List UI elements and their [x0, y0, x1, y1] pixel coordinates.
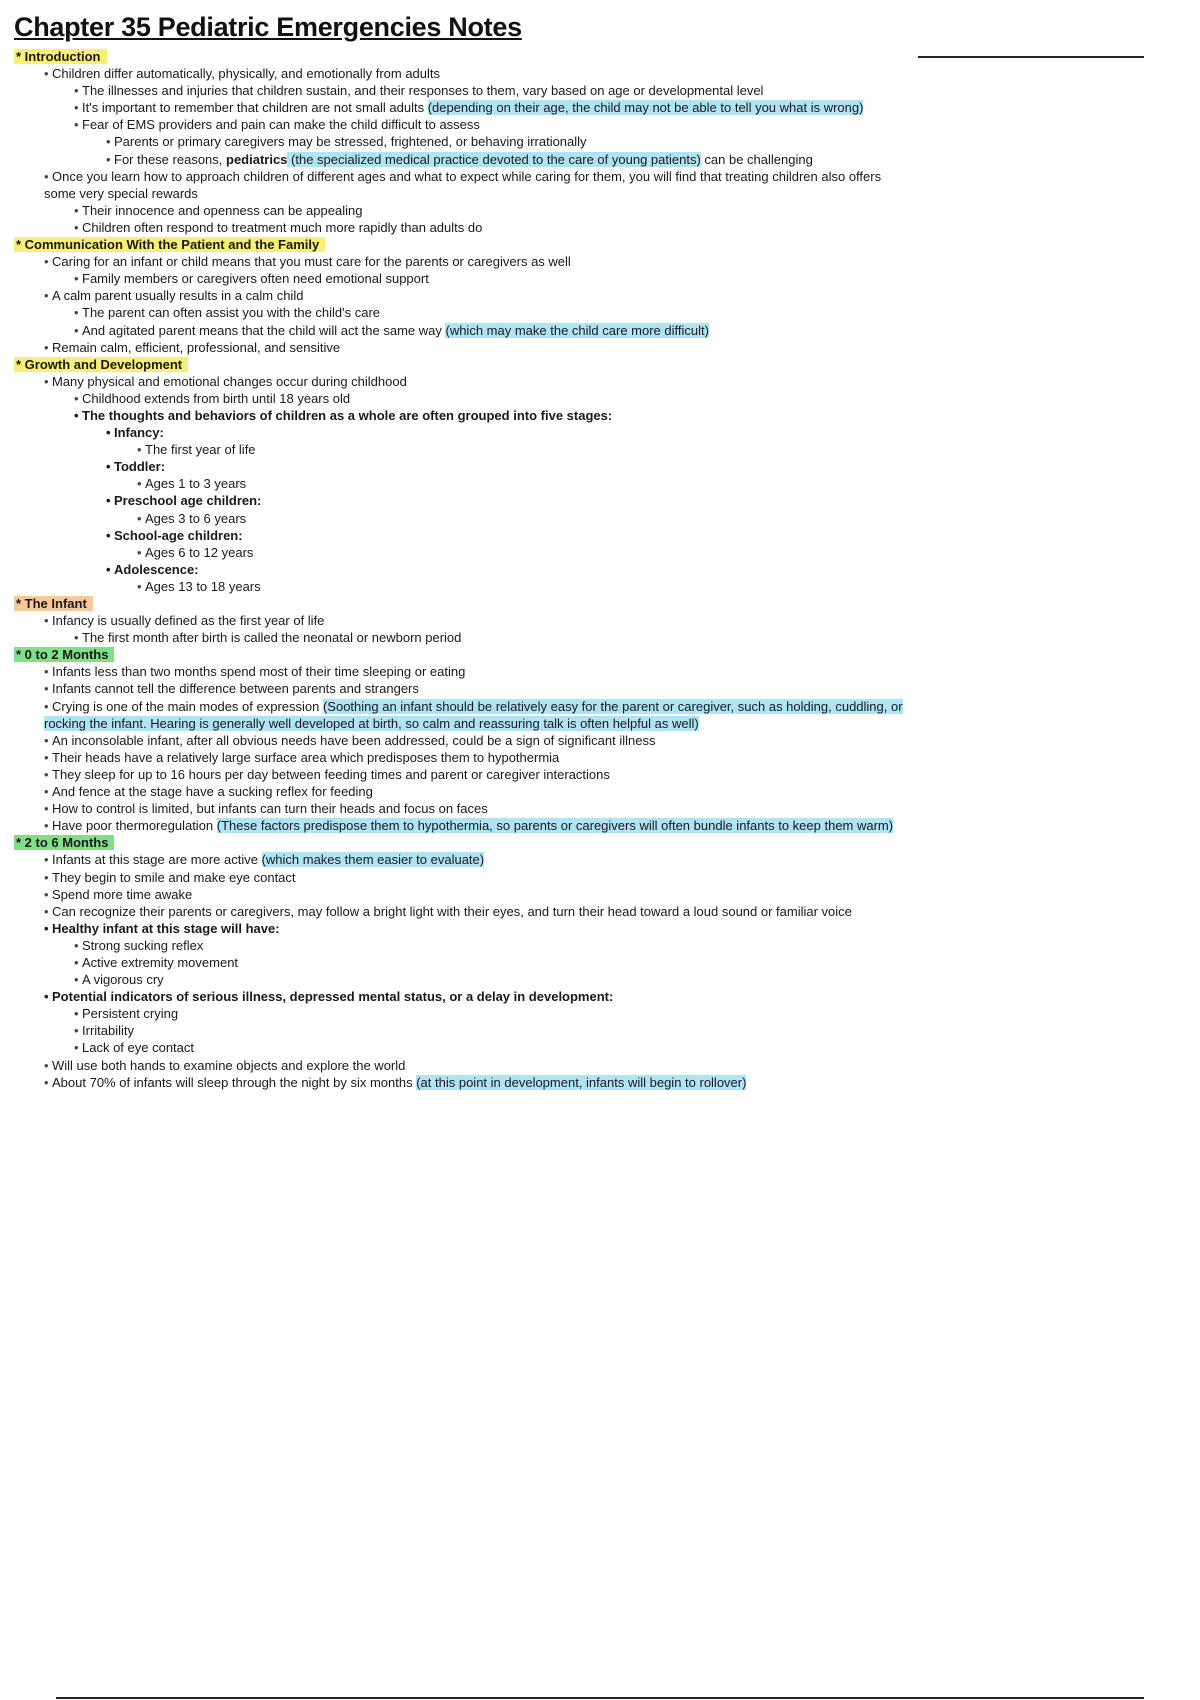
list-item: • Childhood extends from birth until 18 years old [74, 390, 351, 406]
list-item: • And fence at the stage have a sucking reflex for feeding [44, 784, 373, 800]
list-item: • Ages 1 to 3 years [137, 476, 247, 492]
bullet-icon: • [44, 852, 49, 868]
bullet-icon: • [74, 1023, 79, 1039]
list-item: • Family members or caregivers often need emotional support [74, 271, 429, 287]
bullet-icon: • [44, 989, 49, 1005]
list-item: • Infants at this stage are more active (which makes them easier to evaluate) [44, 852, 485, 868]
bullet-icon: • [106, 459, 111, 475]
list-item: • Will use both hands to examine objects and explore the world [44, 1057, 406, 1073]
list-item: • Crying is one of the main modes of expression (Soothing an infant should be relatively easy for the parent or caregiver, such as holding, cuddling, or rocking the infant. Hearing is generally well developed at birth, so calm and reassuring talk is often helpful as well) [44, 698, 903, 731]
bullet-icon: • [106, 561, 111, 577]
list-item: • Infants cannot tell the difference between parents and strangers [44, 681, 419, 697]
list-item: • And agitated parent means that the child will act the same way (which may make the child care more difficult) [74, 322, 709, 338]
highlighted-note: (the specialized medical practice devoted to the care of young patients) [287, 151, 701, 167]
bullet-icon: • [74, 1006, 79, 1022]
list-item: • They sleep for up to 16 hours per day between feeding times and parent or caregiver interactions [44, 766, 610, 782]
list-item: • For these reasons, pediatrics (the specialized medical practice devoted to the care of young patients) can be challenging [106, 151, 813, 167]
bullet-icon: • [74, 202, 79, 218]
section-heading-communication: * Communication With the Patient and the Family [14, 236, 914, 253]
highlighted-note: (Soothing an infant should be relatively easy for the parent or caregiver, such as holding, cuddling, or rocking the infant. Hearing is generally well developed at birth, so calm and reassuring talk is often helpful as well) [44, 698, 903, 731]
bullet-icon: • [44, 681, 49, 697]
bullet-icon: • [44, 1057, 49, 1073]
list-item: • Many physical and emotional changes occur during childhood [44, 373, 407, 389]
list-item: • Ages 6 to 12 years [137, 544, 254, 560]
highlighted-note: (depending on their age, the child may not be able to tell you what is wrong) [427, 100, 864, 116]
bullet-icon: • [74, 117, 79, 133]
list-item: • Have poor thermoregulation (These factors predispose them to hypothermia, so parents or caregivers will often bundle infants to keep them warm) [44, 818, 894, 834]
bullet-icon: • [106, 527, 111, 543]
list-item: • A calm parent usually results in a calm child [44, 288, 304, 304]
list-item: • They begin to smile and make eye contact [44, 869, 296, 885]
bullet-icon: • [74, 630, 79, 646]
section-heading-0-to-2-months: * 0 to 2 Months [14, 646, 914, 663]
bullet-icon: • [74, 1040, 79, 1056]
list-item: • Strong sucking reflex [74, 937, 204, 953]
list-item: • Children often respond to treatment much more rapidly than adults do [74, 219, 483, 235]
bullet-icon: • [106, 151, 111, 167]
list-item: • The thoughts and behaviors of children as a whole are often grouped into five stages: [74, 407, 613, 423]
list-item: • Remain calm, efficient, professional, and sensitive [44, 339, 341, 355]
bullet-icon: • [44, 1074, 49, 1090]
list-item: • How to control is limited, but infants can turn their heads and focus on faces [44, 801, 488, 817]
bullet-icon: • [44, 749, 49, 765]
list-item: • Parents or primary caregivers may be stressed, frightened, or behaving irrationally [106, 134, 587, 150]
bullet-icon: • [74, 271, 79, 287]
bullet-icon: • [44, 254, 49, 270]
list-item: • A vigorous cry [74, 972, 164, 988]
bullet-icon: • [44, 698, 49, 714]
list-item: • About 70% of infants will sleep through the night by six months (at this point in development, infants will begin to rollover) [44, 1074, 747, 1090]
list-item: • Children differ automatically, physically, and emotionally from adults [44, 66, 441, 82]
bullet-icon: • [106, 493, 111, 509]
list-item: • The illnesses and injuries that children sustain, and their responses to them, vary based on age or developmental level [74, 83, 764, 99]
list-item: • Once you learn how to approach children of different ages and what to expect while caring for them, you will find that treating children also offers some very special rewards [44, 168, 882, 201]
bullet-icon: • [74, 972, 79, 988]
list-item: • Their innocence and openness can be appealing [74, 202, 363, 218]
bullet-icon: • [44, 784, 49, 800]
top-divider [918, 56, 1144, 58]
highlighted-note: (which makes them easier to evaluate) [261, 852, 485, 868]
list-item: • Toddler: [106, 459, 166, 475]
bullet-icon: • [44, 664, 49, 680]
list-item: • Persistent crying [74, 1006, 179, 1022]
list-item: • Can recognize their parents or caregivers, may follow a bright light with their eyes, and turn their head toward a loud sound or familiar voice [44, 903, 852, 919]
list-item: • An inconsolable infant, after all obvious needs have been addressed, could be a sign of significant illness [44, 732, 656, 748]
list-item: • Preschool age children: [106, 493, 262, 509]
list-item: • The first year of life [137, 442, 256, 458]
highlighted-note: (at this point in development, infants will begin to rollover) [416, 1074, 747, 1090]
bullet-icon: • [74, 322, 79, 338]
bullet-icon: • [44, 66, 49, 82]
page-title: Chapter 35 Pediatric Emergencies Notes [14, 12, 522, 42]
bullet-icon: • [137, 476, 142, 492]
section-heading-2-to-6-months: * 2 to 6 Months [14, 834, 914, 851]
bullet-icon: • [137, 510, 142, 526]
list-item: • Ages 3 to 6 years [137, 510, 247, 526]
bullet-icon: • [106, 425, 111, 441]
list-item: • School-age children: [106, 527, 243, 543]
list-item: • Their heads have a relatively large surface area which predisposes them to hypothermia [44, 749, 560, 765]
bullet-icon: • [74, 954, 79, 970]
list-item: • Caring for an infant or child means that you must care for the parents or caregivers as well [44, 254, 571, 270]
bullet-icon: • [44, 920, 49, 936]
bullet-icon: • [74, 83, 79, 99]
bullet-icon: • [44, 869, 49, 885]
bottom-divider [56, 1697, 1144, 1699]
bullet-icon: • [44, 339, 49, 355]
list-item: • Potential indicators of serious illness, depressed mental status, or a delay in development: [44, 989, 614, 1005]
list-item: • Infants less than two months spend most of their time sleeping or eating [44, 664, 466, 680]
bullet-icon: • [74, 219, 79, 235]
bullet-icon: • [44, 818, 49, 834]
bullet-icon: • [44, 168, 49, 184]
bullet-icon: • [44, 613, 49, 629]
list-item: • Healthy infant at this stage will have: [44, 920, 280, 936]
bullet-icon: • [44, 732, 49, 748]
bullet-icon: • [44, 903, 49, 919]
bullet-icon: • [44, 288, 49, 304]
list-item: • Spend more time awake [44, 886, 193, 902]
list-item: • Active extremity movement [74, 954, 239, 970]
list-item: • The parent can often assist you with the child's care [74, 305, 381, 321]
bullet-icon: • [137, 442, 142, 458]
bullet-icon: • [44, 766, 49, 782]
list-item: • Lack of eye contact [74, 1040, 195, 1056]
bullet-icon: • [137, 544, 142, 560]
bullet-icon: • [44, 373, 49, 389]
section-heading-infant: * The Infant [14, 595, 914, 612]
list-item: • It's important to remember that children are not small adults (depending on their age, the child may not be able to tell you what is wrong) [74, 100, 864, 116]
list-item: • Infancy is usually defined as the first year of life [44, 613, 325, 629]
bullet-icon: • [74, 937, 79, 953]
list-item: • Adolescence: [106, 561, 199, 577]
bullet-icon: • [137, 578, 142, 594]
bullet-icon: • [74, 100, 79, 116]
list-item: • Ages 13 to 18 years [137, 578, 261, 594]
list-item: • Fear of EMS providers and pain can make the child difficult to assess [74, 117, 480, 133]
highlighted-note: (These factors predispose them to hypothermia, so parents or caregivers will often bundle infants to keep them warm) [216, 818, 894, 834]
section-heading-introduction: * Introduction [14, 48, 914, 65]
bold-term: pediatrics [226, 151, 288, 167]
list-item: • Infancy: [106, 425, 164, 441]
notes-body [14, 48, 914, 1091]
bullet-icon: • [44, 886, 49, 902]
section-heading-growth: * Growth and Development [14, 356, 914, 373]
bullet-icon: • [74, 390, 79, 406]
bullet-icon: • [44, 801, 49, 817]
highlighted-note: (which may make the child care more difficult) [445, 322, 709, 338]
bullet-icon: • [74, 407, 79, 423]
bullet-icon: • [106, 134, 111, 150]
list-item: • Irritability [74, 1023, 135, 1039]
bullet-icon: • [74, 305, 79, 321]
list-item: • The first month after birth is called the neonatal or newborn period [74, 630, 462, 646]
